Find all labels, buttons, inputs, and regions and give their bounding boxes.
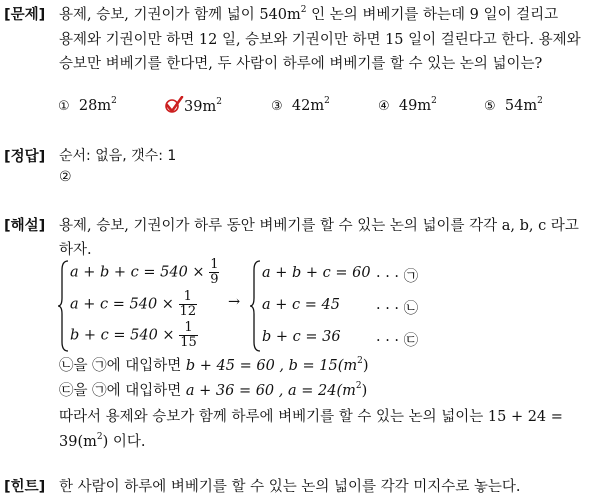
answer-line-1: 순서: 없음, 갯수: 1 xyxy=(59,148,177,164)
left-brace-icon xyxy=(58,260,70,352)
ref-label-3: · · · ㉢ xyxy=(376,333,419,349)
right-brace-icon xyxy=(250,260,262,352)
hint-tag: [힌트] xyxy=(4,479,46,495)
choice-4[interactable]: ④ $49m^2$ xyxy=(378,96,437,114)
answer-tag: [정답] xyxy=(4,149,46,165)
left-equation-2: a + c = 540 × $\frac{1}{12}$ xyxy=(70,289,197,319)
problem-tag: [문제] xyxy=(4,7,46,23)
solution-conclusion-2: $39(m^2)$ 이다. xyxy=(59,432,146,450)
left-equation-3: b + c = 540 × $\frac{1}{15}$ xyxy=(70,320,197,350)
problem-line-2: 용제와 기권이만 하면 12 일, 승보와 기권이만 하면 15 일이 걸린다고 한다. 용제와 xyxy=(59,32,581,48)
check-mark-icon xyxy=(164,96,184,114)
choice-number: ④ xyxy=(378,99,390,114)
choice-number: ③ xyxy=(271,99,283,114)
left-equation-1: a + b + c = 540 × $\frac{1}{9}$ xyxy=(70,257,219,287)
choice-3[interactable]: ③ $42m^2$ xyxy=(271,96,330,114)
choice-1[interactable]: ① $28m^2$ xyxy=(58,96,117,114)
solution-line-2: 하자. xyxy=(59,242,92,258)
solution-step-2: ㉢을 ㉠에 대입하면 a + 36 = 60 , $a = 24(m^2)$ xyxy=(59,381,368,399)
choice-number: ⑤ xyxy=(484,99,496,114)
right-equation-1: a + b + c = 60 xyxy=(262,265,371,281)
hint-text: 한 사람이 하루에 벼베기를 할 수 있는 논의 넓이를 각각 미지수로 놓는다. xyxy=(59,479,521,495)
right-equation-2: a + c = 45 xyxy=(262,297,340,313)
choice-number: ① xyxy=(58,99,70,114)
right-equation-3: b + c = 36 xyxy=(262,329,341,345)
answer-line-2: ② xyxy=(59,169,72,185)
solution-line-1: 용제, 승보, 기권이가 하루 동안 벼베기를 할 수 있는 논의 넓이를 각각 a, b, c 라고 xyxy=(59,218,579,234)
ref-label-1: · · · ㉠ xyxy=(376,269,419,285)
solution-step-1: ㉡을 ㉠에 대입하면 b + 45 = 60 , $b = 15(m^2)$ xyxy=(59,356,369,374)
problem-line-3: 승보만 벼베기를 한다면, 두 사람이 하루에 벼베기를 할 수 있는 논의 넓이는? xyxy=(59,56,543,72)
ref-label-2: · · · ㉡ xyxy=(376,301,419,317)
choice-5[interactable]: ⑤ $54m^2$ xyxy=(484,96,543,114)
problem-line-1: 용제, 승보, 기권이가 함께 넓이 $540m^2$ 인 논의 벼베기를 하는데 9 일이 걸리고 xyxy=(59,5,559,23)
solution-conclusion-1: 따라서 용제와 승보가 함께 하루에 벼베기를 할 수 있는 논의 넓이는 15 + 24 = xyxy=(59,409,563,425)
arrow-icon: → xyxy=(228,294,241,310)
choice-2[interactable]: $39m^2$ xyxy=(164,96,222,115)
solution-tag: [해설] xyxy=(4,218,46,234)
